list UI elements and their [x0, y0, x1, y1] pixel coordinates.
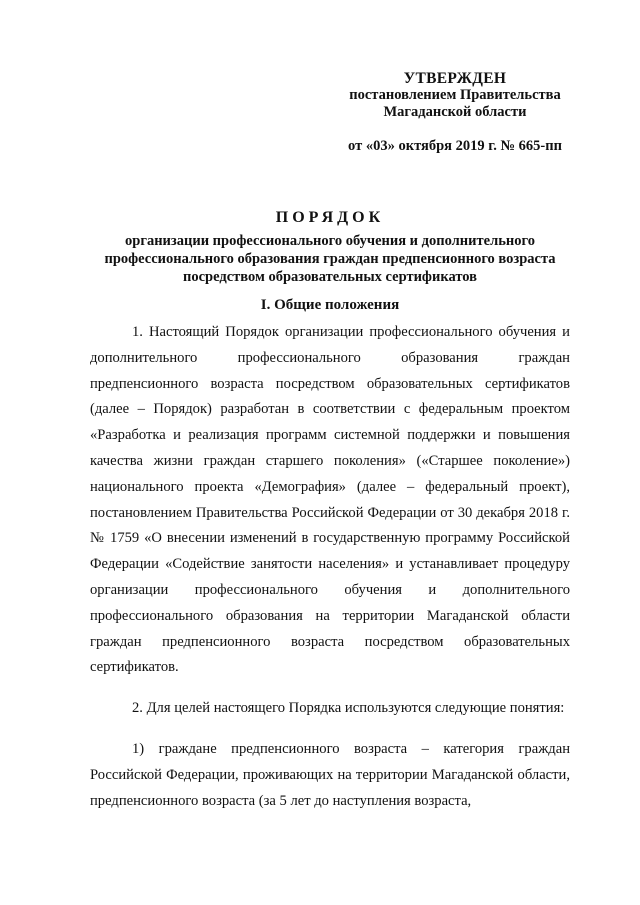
- approval-line-1: постановлением Правительства: [349, 87, 561, 103]
- approval-line-2: Магаданской области: [383, 104, 527, 120]
- approval-date: от «03» октября 2019 г. № 665-пп: [348, 138, 562, 154]
- paragraph-3: 1) граждане предпенсионного возраста – категория граждан Российской Федерации, проживающих на территории Магаданской области, предпенсионного возраста (за 5 лет до наступления возраста,: [90, 740, 570, 809]
- document-body: [90, 320, 570, 814]
- approval-stamp: [330, 70, 580, 155]
- paragraph-1: 1. Настоящий Порядок организации профессионального обучения и дополнительного профессионального образования граждан предпенсионного возраста посредством образовательных сертификатов (далее – Порядок) разработан в соответствии с федеральным проектом «Разработка и реализация программ системной поддержки и повышения качества жизни граждан старшего поколения» («Старшее поколение») национального проекта «Демография» (далее – федеральный проект), постановлением Правительства Российской Федерации от 30 декабря 2018 г. № 1759 «О внесении изменений в государственную программу Российской Федерации «Содействие занятости населения» и устанавливает процедуру организации профессионального обучения и дополнительного профессионального образования на территории Магаданской области граждан предпенсионного возраста посредством образовательных сертификатов.: [90, 324, 570, 676]
- approval-title: УТВЕРЖДЕН: [403, 70, 507, 87]
- section-heading: I. Общие положения: [260, 297, 400, 313]
- document-title-block: [80, 208, 580, 286]
- paragraph-2: 2. Для целей настоящего Порядка используются следующие понятия:: [132, 700, 565, 717]
- document-subtitle: организации профессионального обучения и дополнительного профессионального образования граждан предпенсионного возраста посредством образовательных сертификатов: [104, 233, 556, 285]
- document-heading: ПОРЯДОК: [275, 209, 385, 226]
